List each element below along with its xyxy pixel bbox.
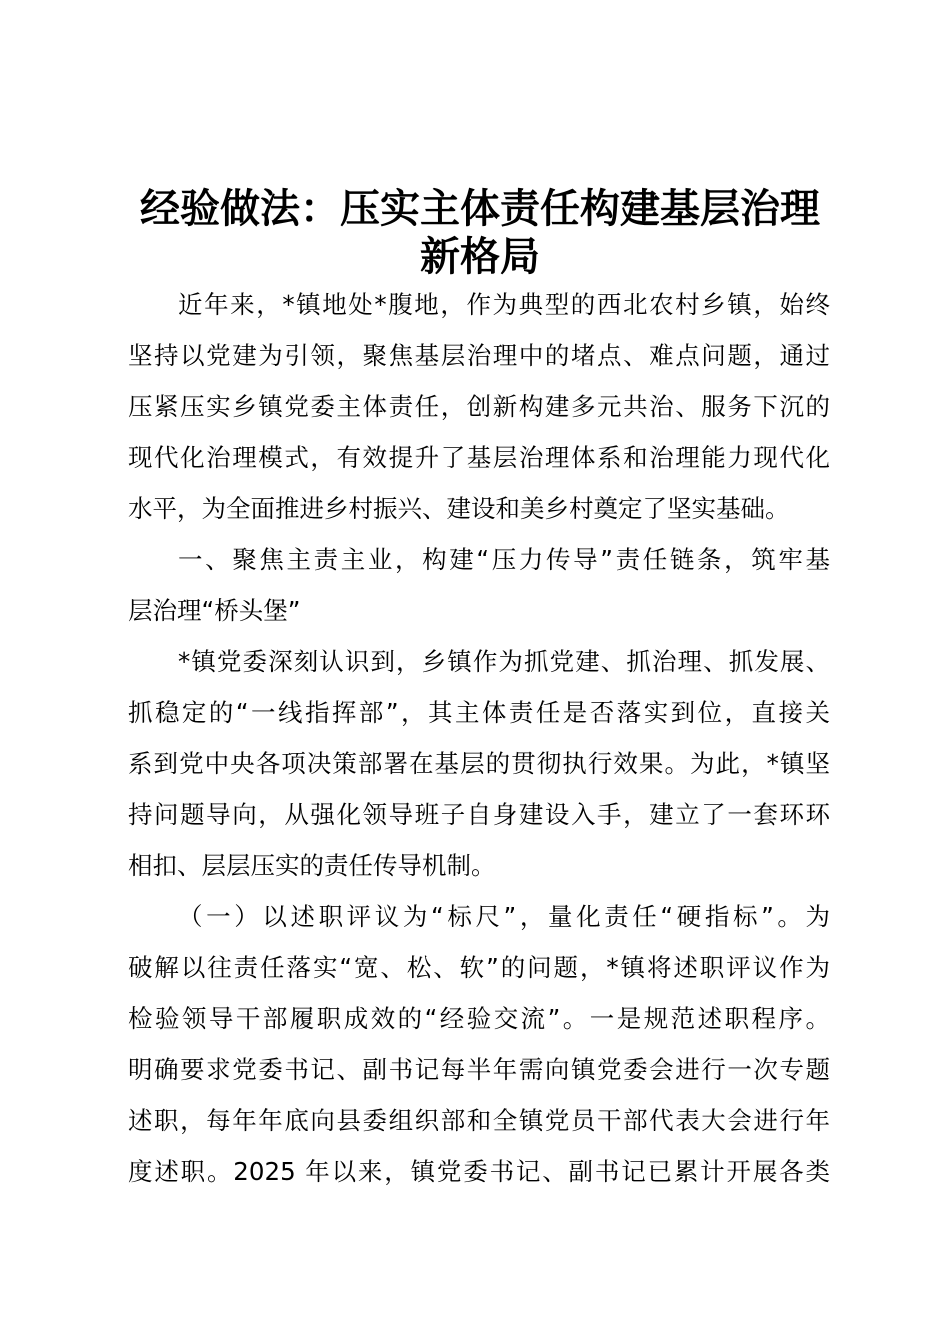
paragraph-3-line-5: 述职，每年年底向县委组织部和全镇党员干部代表大会进行年 xyxy=(128,1106,830,1135)
paragraph-3-line-1: （一）以述职评议为“标尺”，量化责任“硬指标”。为 xyxy=(178,902,830,931)
document-title-line-2: 新格局 xyxy=(420,233,540,280)
paragraph-1-line-3: 压紧压实乡镇党委主体责任，创新构建多元共治、服务下沉的 xyxy=(128,392,830,421)
paragraph-2-line-3: 系到党中央各项决策部署在基层的贯彻执行效果。为此，*镇坚 xyxy=(128,749,830,778)
paragraph-2-line-2: 抓稳定的“一线指挥部”，其主体责任是否落实到位，直接关 xyxy=(128,698,830,727)
paragraph-3-line-3: 检验领导干部履职成效的“经验交流”。一是规范述职程序。 xyxy=(128,1004,830,1033)
paragraph-1-line-4: 现代化治理模式，有效提升了基层治理体系和治理能力现代化 xyxy=(128,443,830,472)
document-title-line-1: 经验做法：压实主体责任构建基层治理 xyxy=(140,185,820,232)
paragraph-2-line-1: *镇党委深刻认识到，乡镇作为抓党建、抓治理、抓发展、 xyxy=(178,647,830,676)
paragraph-3-line-4: 明确要求党委书记、副书记每半年需向镇党委会进行一次专题 xyxy=(128,1055,830,1084)
paragraph-1-line-2: 坚持以党建为引领，聚焦基层治理中的堵点、难点问题，通过 xyxy=(128,341,830,370)
paragraph-2-line-4: 持问题导向，从强化领导班子自身建设入手，建立了一套环环 xyxy=(128,800,830,829)
paragraph-2-line-5: 相扣、层层压实的责任传导机制。 xyxy=(128,851,496,880)
paragraph-3-line-2: 破解以往责任落实“宽、松、软”的问题，*镇将述职评议作为 xyxy=(128,953,830,982)
section-heading-1-line-2: 层治理“桥头堡” xyxy=(128,596,301,625)
section-heading-1-line-1: 一、聚焦主责主业，构建“压力传导”责任链条，筑牢基 xyxy=(178,545,830,574)
paragraph-3-line-6: 度述职。2025 年以来，镇党委书记、副书记已累计开展各类 xyxy=(128,1157,830,1186)
paragraph-1-line-1: 近年来，*镇地处*腹地，作为典型的西北农村乡镇，始终 xyxy=(178,290,830,319)
paragraph-1-line-5: 水平，为全面推进乡村振兴、建设和美乡村奠定了坚实基础。 xyxy=(128,494,790,523)
